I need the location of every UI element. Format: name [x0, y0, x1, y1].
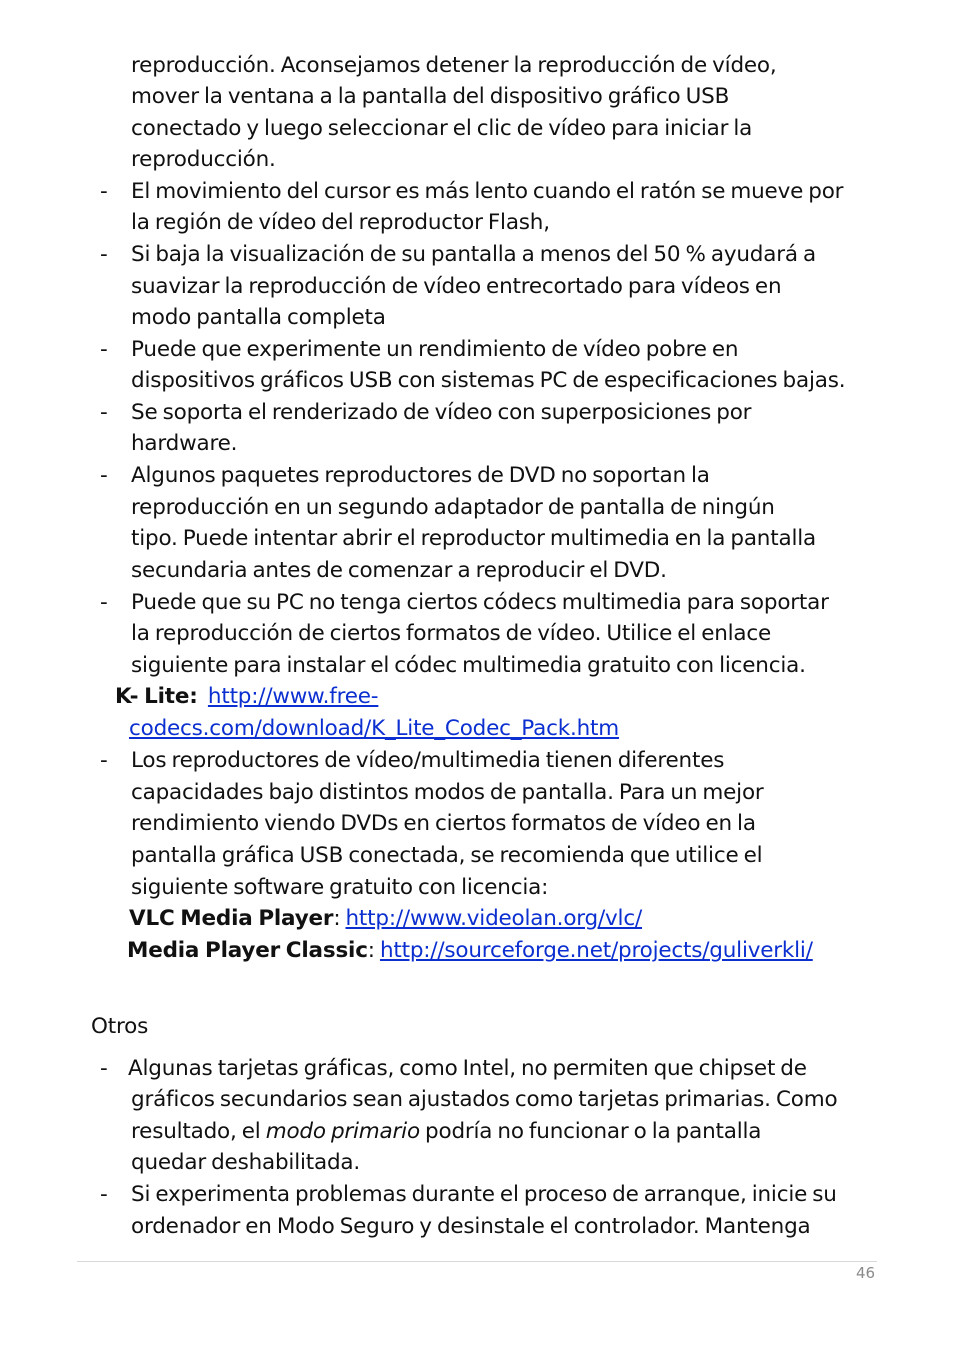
paragraph-line: mover la ventana a la pantalla del dispositivo gráfico USB: [131, 84, 730, 109]
klite-label: K- Lite:: [115, 684, 198, 709]
list-item-line: Si experimenta problemas durante el proceso de arranque, inicie su: [131, 1182, 837, 1207]
text-run: podría no funcionar o la pantalla: [419, 1119, 762, 1144]
list-item-line: Puede que experimente un rendimiento de vídeo pobre en: [131, 337, 739, 362]
list-item-line: Si baja la visualización de su pantalla a menos del 50 % ayudará a: [131, 242, 816, 267]
paragraph-line: conectado y luego seleccionar el clic de vídeo para iniciar la: [131, 116, 753, 141]
list-item-line: Algunos paquetes reproductores de DVD no soportan la: [131, 463, 710, 488]
list-item-line: pantalla gráfica USB conectada, se recomienda que utilice el: [131, 843, 763, 868]
list-bullet: -: [100, 337, 108, 362]
list-item-line: siguiente para instalar el códec multimedia gratuito con licencia.: [131, 653, 806, 678]
list-item-line: gráficos secundarios sean ajustados como tarjetas primarias. Como: [131, 1087, 838, 1112]
list-bullet: -: [100, 1182, 108, 1207]
list-bullet: -: [100, 1056, 108, 1081]
vlc-line: [129, 903, 642, 935]
list-item-line: hardware.: [131, 431, 238, 456]
vlc-link[interactable]: http://www.videolan.org/vlc/: [345, 906, 642, 931]
page-number: 46: [856, 1264, 876, 1282]
vlc-separator: :: [333, 906, 346, 931]
mpc-separator: :: [367, 938, 380, 963]
klite-link-continuation-line: [129, 713, 619, 745]
paragraph-line: reproducción. Aconsejamos detener la reproducción de vídeo,: [131, 53, 777, 78]
emphasis-text: modo primario: [265, 1119, 420, 1144]
text-run: resultado, el: [131, 1119, 266, 1144]
list-item-line: tipo. Puede intentar abrir el reproductor multimedia en la pantalla: [131, 526, 816, 551]
mpc-line: [127, 935, 813, 967]
list-item-line: suavizar la reproducción de vídeo entrecortado para vídeos en: [131, 274, 782, 299]
list-bullet: -: [100, 179, 108, 204]
list-item-line: la reproducción de ciertos formatos de vídeo. Utilice el enlace: [131, 621, 772, 646]
list-item-line: reproducción en un segundo adaptador de pantalla de ningún: [131, 495, 775, 520]
list-bullet: -: [100, 748, 108, 773]
list-item-line: Se soporta el renderizado de vídeo con superposiciones por: [131, 400, 752, 425]
list-item-line: quedar deshabilitada.: [131, 1150, 361, 1175]
mpc-link[interactable]: http://sourceforge.net/projects/guliverkli/: [379, 938, 813, 963]
list-item-line: Algunas tarjetas gráficas, como Intel, no permiten que chipset de: [128, 1056, 807, 1081]
list-bullet: -: [100, 590, 108, 615]
list-item-line: El movimiento del cursor es más lento cuando el ratón se mueve por: [131, 179, 844, 204]
list-item-line: rendimiento viendo DVDs en ciertos formatos de vídeo en la: [131, 811, 756, 836]
vlc-label: VLC Media Player: [129, 906, 334, 931]
list-item-line: Los reproductores de vídeo/multimedia tienen diferentes: [131, 748, 725, 773]
list-item-line: modo pantalla completa: [131, 305, 386, 330]
list-item-line: ordenador en Modo Seguro y desinstale el controlador. Mantenga: [131, 1214, 811, 1239]
section-title: Otros: [91, 1014, 149, 1039]
list-item-line: capacidades bajo distintos modos de pantalla. Para un mejor: [131, 780, 764, 805]
footer-divider: [77, 1261, 877, 1262]
list-item-line: dispositivos gráficos USB con sistemas PC de especificaciones bajas.: [131, 368, 846, 393]
list-item-line: Puede que su PC no tenga ciertos códecs multimedia para soportar: [131, 590, 829, 615]
list-item-line: siguiente software gratuito con licencia:: [131, 875, 549, 900]
klite-link[interactable]: http://www.free-: [207, 684, 379, 709]
list-bullet: -: [100, 463, 108, 488]
paragraph-line: reproducción.: [131, 147, 276, 172]
mpc-label: Media Player Classic: [127, 938, 368, 963]
list-item-line: [131, 1116, 761, 1148]
klite-line: [115, 681, 378, 713]
list-item-line: secundaria antes de comenzar a reproducir el DVD.: [131, 558, 667, 583]
list-bullet: -: [100, 242, 108, 267]
list-bullet: -: [100, 400, 108, 425]
list-item-line: la región de vídeo del reproductor Flash,: [131, 210, 550, 235]
klite-link-continuation[interactable]: codecs.com/download/K_Lite_Codec_Pack.htm: [129, 716, 619, 741]
